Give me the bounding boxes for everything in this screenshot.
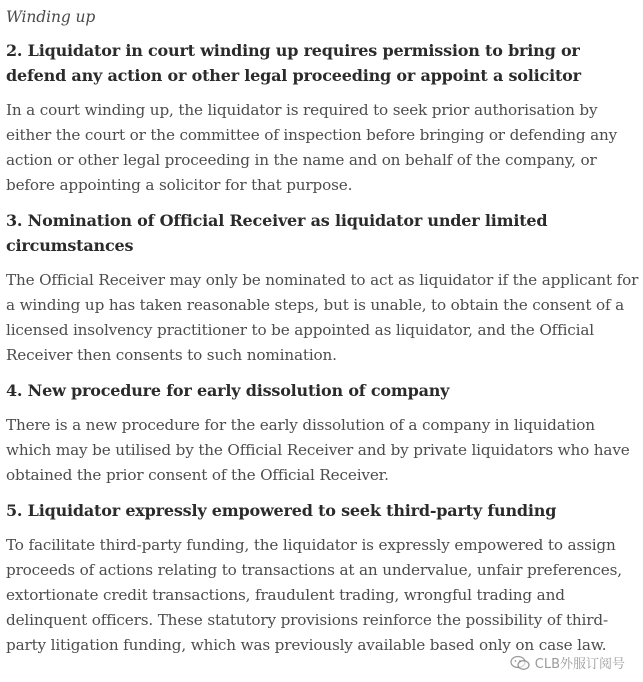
watermark (510, 653, 625, 672)
item-body: There is a new procedure for the early dissolution of a company in liquidation which may be utilised by the Official Receiver and by private liquidators who have obtained the prior consent of the Official Receiver. (6, 416, 630, 484)
item-body: The Official Receiver may only be nominated to act as liquidator if the applicant for a winding up has taken reasonable steps, but is unable, to obtain the consent of a licensed insolvency practitioner to be appointed as liquidator, and the Official Receiver then consents to such nomination. (6, 271, 639, 364)
wechat-logo-icon (510, 655, 530, 671)
item-heading: 5. Liquidator expressly empowered to seek third-party funding (6, 501, 557, 520)
section-title: Winding up (6, 8, 96, 26)
item-heading: 4. New procedure for early dissolution of company (6, 381, 450, 400)
article (6, 0, 640, 658)
item-heading: 2. Liquidator in court winding up requires permission to bring or defend any action or other legal proceeding or appoint a solicitor (6, 41, 581, 85)
item-body: In a court winding up, the liquidator is required to seek prior authorisation by either the court or the committee of inspection before bringing or defending any action or other legal proceeding in the name and on behalf of the company, or before appointing a solicitor for that purpose. (6, 101, 618, 194)
item-body: To facilitate third-party funding, the liquidator is expressly empowered to assign proceeds of actions relating to transactions at an undervalue, unfair preferences, extortionate credit transactions, fraudulent trading, wrongful trading and delinquent officers. These statutory provisions reinforce the possibility of third-party litigation funding, which was previously available based only on case law. (6, 536, 622, 654)
item-heading: 3. Nomination of Official Receiver as liquidator under limited circumstances (6, 211, 548, 255)
watermark-text: CLB外服订阅号 (534, 657, 625, 672)
